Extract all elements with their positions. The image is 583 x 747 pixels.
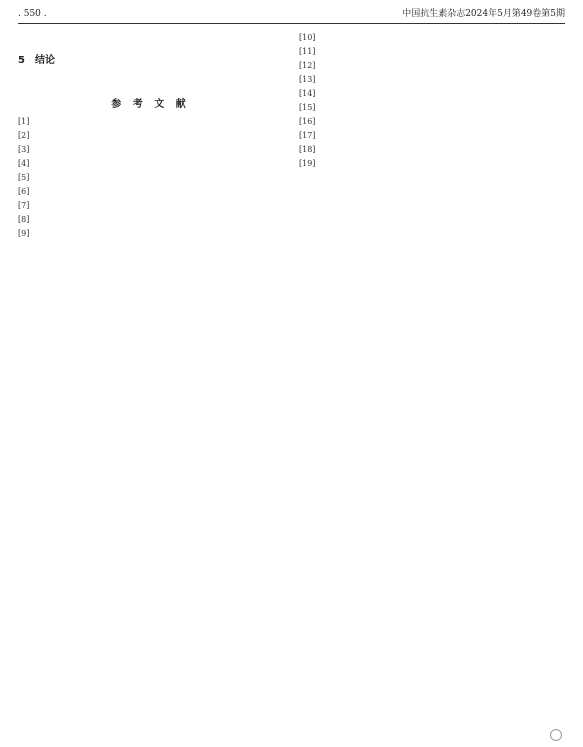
- reference-number: [10]: [299, 33, 316, 42]
- reference-text: [47, 214, 283, 225]
- reference-text: [47, 200, 283, 211]
- reference-number: [13]: [299, 75, 316, 84]
- two-column-body: [18, 32, 565, 242]
- reference-text: [47, 116, 283, 127]
- reference-text: [47, 172, 283, 183]
- reference-text: [328, 144, 564, 155]
- reference-number: [2]: [18, 131, 30, 140]
- references-title: 参 考 文 献: [111, 99, 190, 110]
- reference-text: [47, 228, 283, 239]
- reference-text: [328, 88, 564, 99]
- reference-number: [5]: [18, 173, 30, 182]
- lead-paragraph: [18, 32, 283, 47]
- reference-text: [47, 186, 283, 197]
- reference-number: [14]: [299, 89, 316, 98]
- reference-item: [299, 130, 564, 141]
- right-column: [299, 32, 564, 242]
- reference-item: [299, 116, 564, 127]
- conclusion-heading: 5 结论: [18, 55, 55, 66]
- reference-text: [47, 158, 283, 169]
- reference-item: [18, 200, 283, 211]
- reference-item: [299, 144, 564, 155]
- reference-item: [18, 158, 283, 169]
- reference-text: [328, 32, 564, 43]
- reference-item: [299, 88, 564, 99]
- reference-text: [328, 116, 564, 127]
- reference-number: [8]: [18, 215, 30, 224]
- reference-item: [299, 158, 564, 169]
- reference-item: [18, 144, 283, 155]
- reference-number: [9]: [18, 229, 30, 238]
- watermark: [550, 729, 565, 741]
- page-number: . 550 .: [18, 9, 47, 19]
- reference-item: [299, 46, 564, 57]
- reference-number: [4]: [18, 159, 30, 168]
- reference-item: [18, 186, 283, 197]
- reference-item: [299, 32, 564, 43]
- reference-text: [328, 74, 564, 85]
- reference-number: [18]: [299, 145, 316, 154]
- reference-text: [328, 60, 564, 71]
- reference-number: [7]: [18, 201, 30, 210]
- reference-item: [299, 102, 564, 113]
- left-column: [18, 32, 283, 242]
- reference-item: [18, 130, 283, 141]
- page-footer: [18, 729, 565, 741]
- reference-number: [11]: [299, 47, 316, 56]
- reference-item: [18, 116, 283, 127]
- journal-issue: 中国抗生素杂志2024年5月第49卷第5期: [402, 9, 565, 19]
- reference-number: [17]: [299, 131, 316, 140]
- reference-text: [328, 102, 564, 113]
- reference-number: [12]: [299, 61, 316, 70]
- conclusion-text: [18, 70, 283, 85]
- reference-number: [15]: [299, 103, 316, 112]
- reference-item: [18, 228, 283, 239]
- reference-text: [328, 46, 564, 57]
- reference-list-left: [18, 116, 283, 239]
- reference-number: [3]: [18, 145, 30, 154]
- reference-number: [19]: [299, 159, 316, 168]
- reference-item: [18, 172, 283, 183]
- reference-number: [6]: [18, 187, 30, 196]
- reference-text: [47, 144, 283, 155]
- reference-list-right: [299, 32, 564, 169]
- reference-number: [16]: [299, 117, 316, 126]
- wechat-icon: [550, 729, 562, 741]
- running-head: [18, 8, 565, 24]
- reference-text: [328, 130, 564, 141]
- reference-item: [299, 74, 564, 85]
- reference-item: [299, 60, 564, 71]
- reference-number: [1]: [18, 117, 30, 126]
- reference-item: [18, 214, 283, 225]
- reference-text: [47, 130, 283, 141]
- reference-text: [328, 158, 564, 169]
